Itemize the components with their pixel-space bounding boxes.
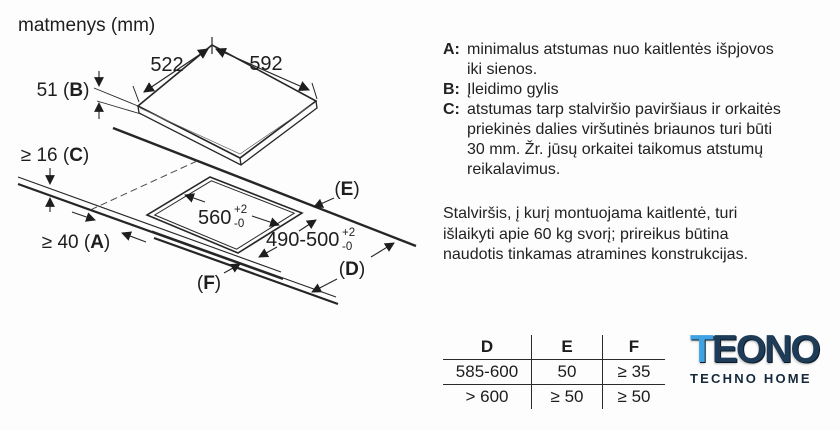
cutout-depth-value: 490-500 — [266, 229, 340, 251]
cell-d2: > 600 — [465, 387, 509, 406]
cell-d1: 585-600 — [443, 360, 532, 385]
label-e: (E) — [334, 179, 360, 200]
col-header-d: D — [443, 335, 532, 360]
techno-home-logo — [690, 330, 840, 386]
cutout-width-value: 560 — [198, 207, 232, 229]
dimensions-table — [443, 335, 665, 409]
cell-f2: ≥ 50 — [617, 387, 651, 406]
worktop-weight-paragraph: Stalviršis, į kurį montuojama kaitlentė, turi išlaikyti apie 60 kg svorį; prireikus būtina naudotis tinkamas atramines konstrukcijas. — [443, 205, 749, 263]
note-a-key: A: — [443, 41, 460, 58]
logo-letter-first: T — [690, 328, 712, 371]
note-b-text: Įleidimo gylis — [467, 81, 559, 98]
note-a — [443, 40, 781, 80]
dim-522: 522 — [150, 54, 184, 76]
label-d: (D) — [338, 259, 366, 280]
logo-letters-rest: EONO — [711, 328, 819, 371]
note-b — [443, 80, 781, 100]
col-header-f: F — [603, 335, 666, 360]
note-a-text: minimalus atstumas nuo kaitlentės išpjovos iki sienos. — [467, 41, 774, 78]
cutout-width-tol-plus: +2 — [234, 204, 248, 216]
logo-subtitle: TECHNO HOME — [690, 371, 812, 386]
cell-e1: 50 — [532, 360, 603, 385]
dim-b-label: 51 (B) — [36, 80, 90, 101]
cutout-width-tol-minus: -0 — [234, 218, 245, 230]
table-header-row — [443, 335, 665, 360]
note-c-text: atstumas tarp stalviršio paviršiaus ir orkaitės priekinės dalies viršutinės briaunos turi būti 30 mm. Žr. jūsų orkaitei taikomus atstumų reikalavimus. — [467, 101, 781, 178]
diagram-title: matmenys (mm) — [18, 15, 156, 36]
note-b-key: B: — [443, 81, 460, 98]
col-header-e: E — [532, 335, 603, 360]
cell-e2: ≥ 50 — [532, 385, 603, 410]
logo-wordmark — [690, 330, 840, 370]
dim-a-label: ≥ 40 (A) — [41, 232, 111, 253]
label-e-arrow — [314, 198, 334, 207]
dim-592: 592 — [249, 53, 283, 75]
cutout-depth-tol-minus: -0 — [342, 241, 353, 253]
table-row — [443, 360, 665, 385]
cell-f1: ≥ 35 — [603, 360, 666, 385]
note-c-key: C: — [443, 101, 460, 118]
table-row — [443, 385, 665, 410]
dimension-b — [94, 71, 141, 119]
notes-list — [443, 40, 781, 180]
dim-c-label: ≥ 16 (C) — [20, 145, 90, 166]
label-f: (F) — [196, 273, 222, 294]
cutout-depth-tol-plus: +2 — [342, 227, 356, 239]
note-c — [443, 100, 781, 180]
